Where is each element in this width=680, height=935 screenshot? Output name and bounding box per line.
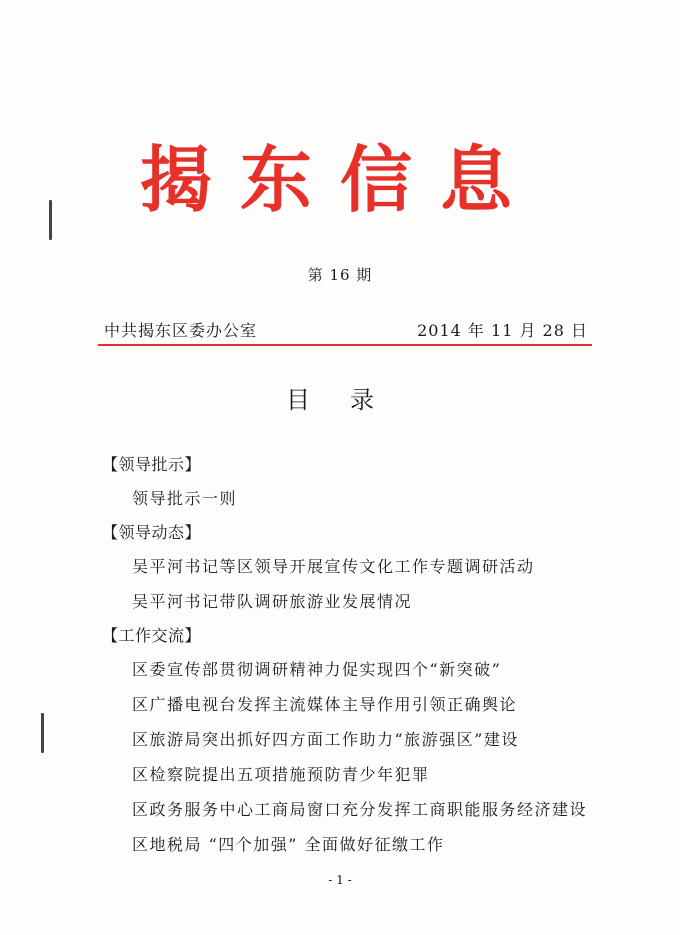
toc-item[interactable]: 吴平河书记等区领导开展宣传文化工作专题调研活动	[132, 557, 535, 576]
publisher: 中共揭东区委办公室	[104, 321, 258, 340]
toc-section-work-exchange	[102, 619, 642, 862]
section-heading: 【领导批示】	[102, 455, 202, 474]
publish-date: 2014 年 11 月 28 日	[417, 321, 588, 340]
toc-section-leader-activities	[102, 516, 642, 619]
toc-item[interactable]: 领导批示一则	[132, 489, 238, 508]
section-heading: 【工作交流】	[102, 626, 202, 645]
toc-item[interactable]: 区地税局 “四个加强” 全面做好征缴工作	[132, 835, 445, 854]
toc-item[interactable]: 区委宣传部贯彻调研精神力促实现四个“新突破”	[132, 660, 502, 679]
publication-meta	[104, 318, 588, 341]
binding-hole-mark	[41, 713, 44, 753]
toc-item[interactable]: 区检察院提出五项措施预防青少年犯罪	[132, 765, 430, 784]
masthead-title: 揭东信息	[139, 137, 540, 222]
toc-item[interactable]: 区旅游局突出抓好四方面工作助力“旅游强区”建设	[132, 730, 519, 749]
section-heading: 【领导动态】	[102, 523, 202, 542]
toc-item[interactable]: 吴平河书记带队调研旅游业发展情况	[132, 592, 413, 611]
table-of-contents	[102, 448, 642, 862]
red-divider	[98, 344, 592, 346]
page-number: - 1 -	[328, 873, 352, 887]
toc-item[interactable]: 区政务服务中心工商局窗口充分发挥工商职能服务经济建设	[132, 800, 588, 819]
toc-item[interactable]: 区广播电视台发挥主流媒体主导作用引领正确舆论	[132, 695, 518, 714]
toc-title: 目录	[286, 386, 414, 414]
toc-section-leader-instructions	[102, 448, 642, 516]
issue-number: 第 16 期	[307, 266, 373, 284]
